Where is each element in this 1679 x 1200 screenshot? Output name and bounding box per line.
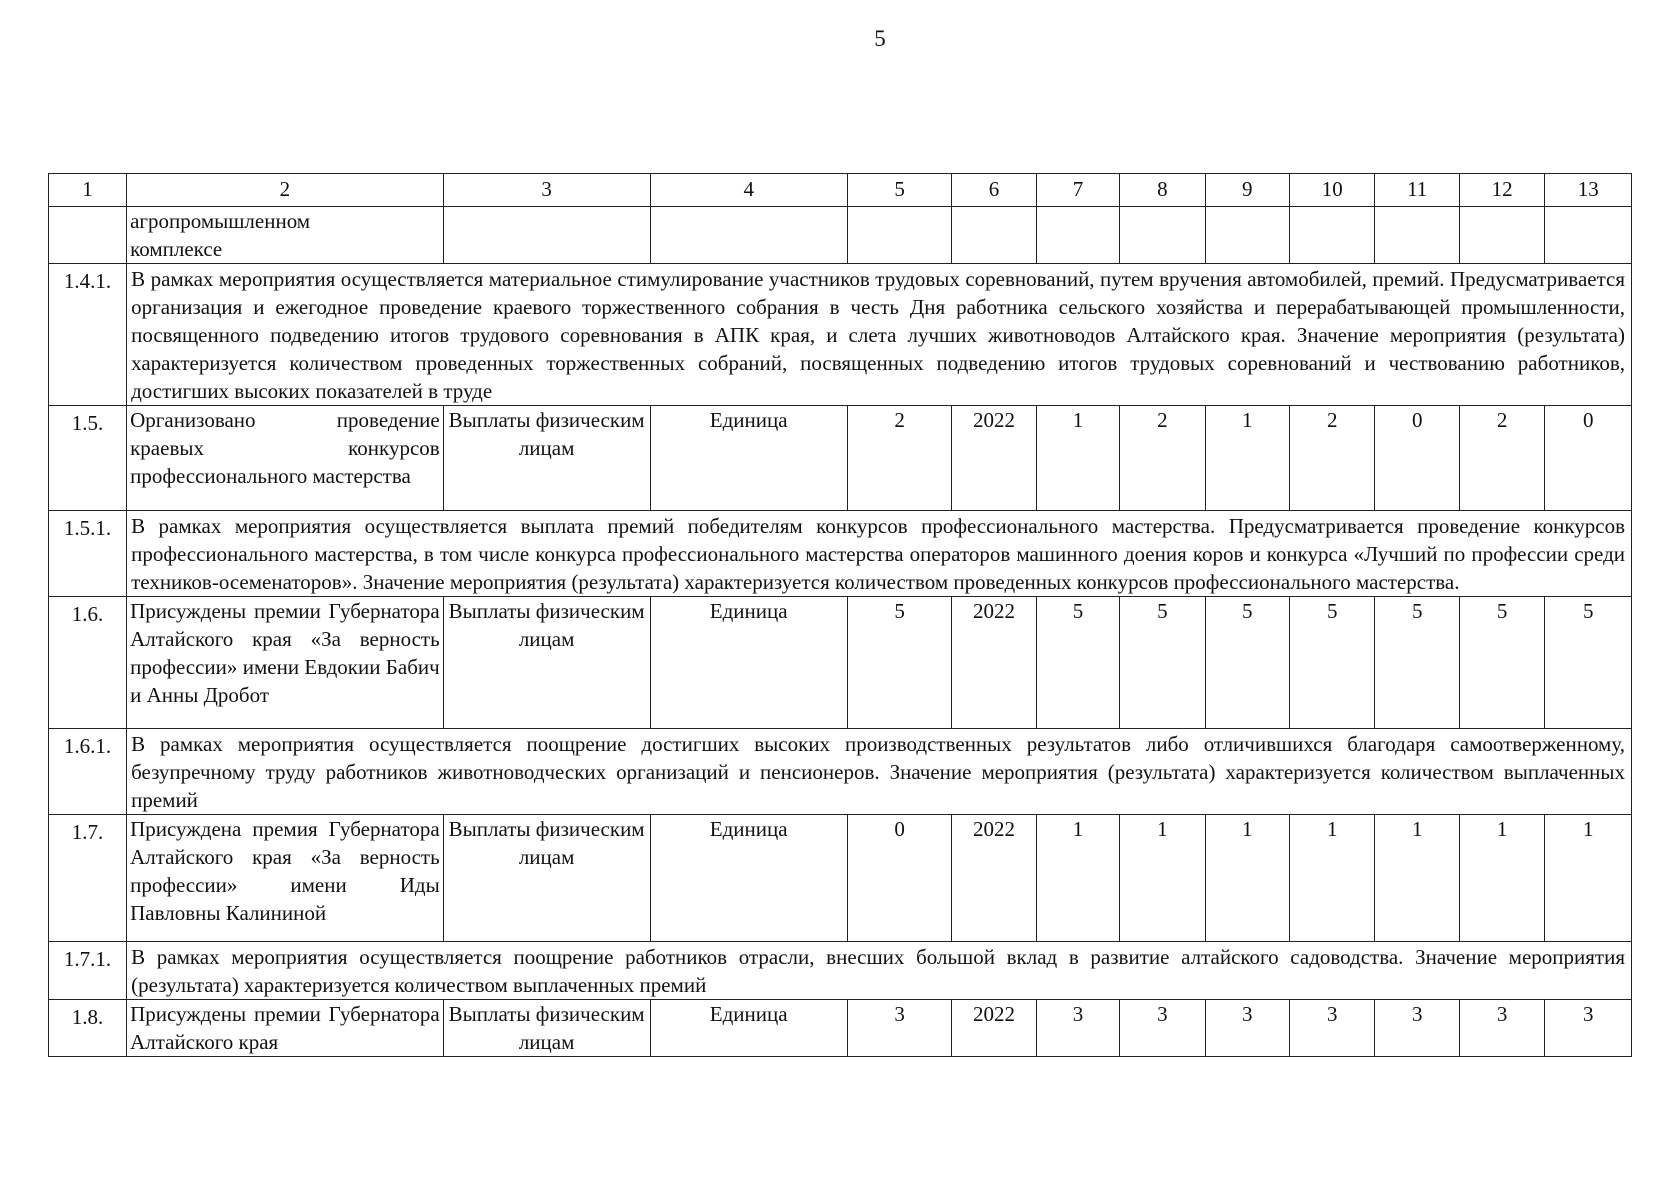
- empty-cell: [1036, 207, 1119, 264]
- indicator-name: Организовано проведение краевых конкурсов профессионального мастерства: [127, 406, 444, 511]
- year-value: 1: [1459, 815, 1544, 942]
- year-value: 1: [1036, 406, 1119, 511]
- header-cell: 1: [49, 174, 127, 207]
- empty-cell: [443, 207, 650, 264]
- year-value: 0: [1375, 406, 1459, 511]
- year-value: 2: [1290, 406, 1375, 511]
- year-value: 1: [1290, 815, 1375, 942]
- header-cell: 4: [650, 174, 847, 207]
- description-row: [49, 942, 1632, 1000]
- year-value: 3: [1205, 1000, 1289, 1057]
- unit: Единица: [650, 406, 847, 511]
- description-row: [49, 264, 1632, 406]
- base-value: 3: [847, 1000, 951, 1057]
- payment-type: Выплаты физическим лицам: [443, 1000, 650, 1057]
- empty-cell: [1459, 207, 1544, 264]
- year-value: 5: [1036, 597, 1119, 729]
- empty-cell: [1120, 207, 1205, 264]
- year-value: 3: [1545, 1000, 1632, 1057]
- row-description: В рамках мероприятия осуществляется выплата премий победителям конкурсов профессионального мастерства. Предусматривается проведение конкурсов профессионального мастерства, в том числе конкурса профессионального мастерства операторов машинного доения коров и конкурса «Лучший по профессии среди техников-осеменаторов». Значение мероприятия (результата) характеризуется количеством проведенных конкурсов профессионального мастерства.: [127, 511, 1632, 597]
- empty-cell: [847, 207, 951, 264]
- indicator-name: Присуждены премии Губернатора Алтайского края «За верность профессии» имени Евдокии Бабич и Анны Дробот: [127, 597, 444, 729]
- year-value: 5: [1205, 597, 1289, 729]
- year-value: 5: [1120, 597, 1205, 729]
- row-description: В рамках мероприятия осуществляется поощрение достигших высоких производственных результатов либо отличившихся благодаря самоотверженному, безупречному труду работников животноводческих организаций и пенсионеров. Значение мероприятия (результата) характеризуется количеством выплаченных премий: [127, 729, 1632, 815]
- base-year: 2022: [952, 597, 1036, 729]
- year-value: 3: [1120, 1000, 1205, 1057]
- header-cell: 6: [952, 174, 1036, 207]
- page-number: 5: [874, 26, 886, 51]
- empty-cell: [952, 207, 1036, 264]
- row-description: В рамках мероприятия осуществляется материальное стимулирование участников трудовых соревнований, путем вручения автомобилей, премий. Предусматривается организация и ежегодное проведение краевого торжественного собрания в честь Дня работника сельского хозяйства и перерабатывающей промышленности, посвященного подведению итогов трудового соревнования в АПК края, и слета лучших животноводов Алтайского края. Значение мероприятия (результата) характеризуется количеством проведенных торжественных собраний, посвященных подведению итогов трудовых соревнований и чествованию работников, достигших высоких показателей в труде: [127, 264, 1632, 406]
- indicator-name: Присуждена премия Губернатора Алтайского края «За верность профессии» имени Иды Павловны Калининой: [127, 815, 444, 942]
- header-cell: 5: [847, 174, 951, 207]
- unit: Единица: [650, 1000, 847, 1057]
- year-value: 1: [1120, 815, 1205, 942]
- base-value: 2: [847, 406, 951, 511]
- empty-cell: [1205, 207, 1289, 264]
- header-cell: 3: [443, 174, 650, 207]
- continuation-name-cell: [127, 207, 444, 264]
- continuation-name-line: комплексе: [130, 237, 223, 261]
- description-row: [49, 729, 1632, 815]
- header-cell: 9: [1205, 174, 1289, 207]
- year-value: 5: [1375, 597, 1459, 729]
- indicator-row: [49, 406, 1632, 511]
- header-cell: 10: [1290, 174, 1375, 207]
- year-value: 1: [1375, 815, 1459, 942]
- indicators-table: [48, 173, 1632, 1057]
- year-value: 0: [1545, 406, 1632, 511]
- base-value: 0: [847, 815, 951, 942]
- indicator-row: [49, 815, 1632, 942]
- continuation-name-line: агропромышленном: [130, 209, 311, 233]
- row-number: 1.7.1.: [49, 942, 127, 1000]
- base-year: 2022: [952, 815, 1036, 942]
- indicator-row: [49, 1000, 1632, 1057]
- empty-cell: [1375, 207, 1459, 264]
- header-cell: 7: [1036, 174, 1119, 207]
- header-cell: 13: [1545, 174, 1632, 207]
- year-value: 1: [1036, 815, 1119, 942]
- year-value: 5: [1545, 597, 1632, 729]
- empty-cell: [650, 207, 847, 264]
- row-number: 1.6.1.: [49, 729, 127, 815]
- row-number: 1.7.: [49, 815, 127, 942]
- empty-cell: [1545, 207, 1632, 264]
- row-number: 1.6.: [49, 597, 127, 729]
- base-year: 2022: [952, 1000, 1036, 1057]
- header-cell: 12: [1459, 174, 1544, 207]
- row-number: 1.5.: [49, 406, 127, 511]
- year-value: 5: [1459, 597, 1544, 729]
- indicator-name: Присуждены премии Губернатора Алтайского края: [127, 1000, 444, 1057]
- year-value: 3: [1459, 1000, 1544, 1057]
- header-cell: 2: [127, 174, 444, 207]
- year-value: 2: [1120, 406, 1205, 511]
- payment-type: Выплаты физическим лицам: [443, 597, 650, 729]
- row-number: 1.5.1.: [49, 511, 127, 597]
- year-value: 5: [1290, 597, 1375, 729]
- row-description: В рамках мероприятия осуществляется поощрение работников отрасли, внесших большой вклад в развитие алтайского садоводства. Значение мероприятия (результата) характеризуется количеством выплаченных премий: [127, 942, 1632, 1000]
- year-value: 2: [1459, 406, 1544, 511]
- unit: Единица: [650, 815, 847, 942]
- base-value: 5: [847, 597, 951, 729]
- header-cell: 11: [1375, 174, 1459, 207]
- row-number: 1.8.: [49, 1000, 127, 1057]
- year-value: 1: [1205, 815, 1289, 942]
- continuation-row: [49, 207, 1632, 264]
- row-number: 1.4.1.: [49, 264, 127, 406]
- year-value: 1: [1545, 815, 1632, 942]
- table-header-row: [49, 174, 1632, 207]
- payment-type: Выплаты физическим лицам: [443, 406, 650, 511]
- year-value: 3: [1375, 1000, 1459, 1057]
- indicator-row: [49, 597, 1632, 729]
- unit: Единица: [650, 597, 847, 729]
- base-year: 2022: [952, 406, 1036, 511]
- year-value: 1: [1205, 406, 1289, 511]
- continuation-num-cell: [49, 207, 127, 264]
- empty-cell: [1290, 207, 1375, 264]
- payment-type: Выплаты физическим лицам: [443, 815, 650, 942]
- header-cell: 8: [1120, 174, 1205, 207]
- year-value: 3: [1290, 1000, 1375, 1057]
- year-value: 3: [1036, 1000, 1119, 1057]
- description-row: [49, 511, 1632, 597]
